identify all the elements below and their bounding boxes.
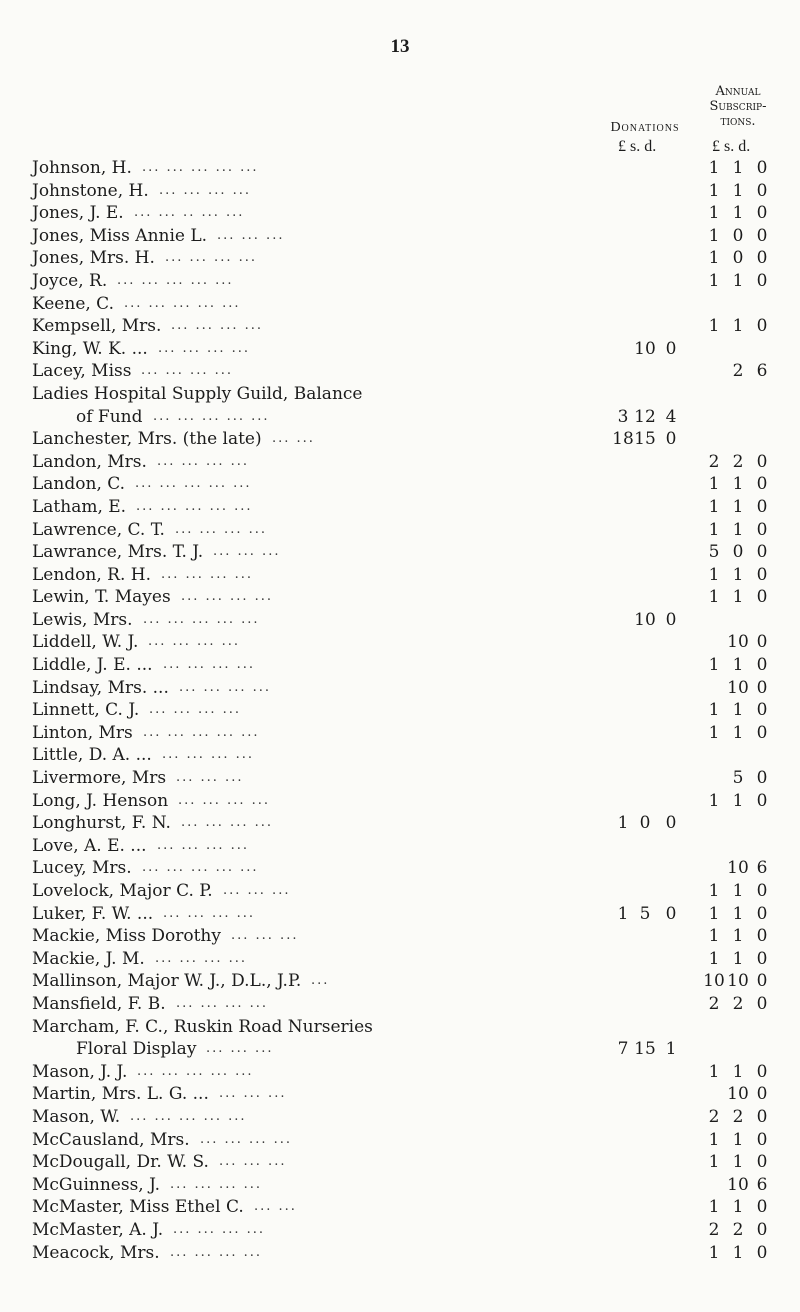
leader-dots: ... ... ... ... (200, 1131, 292, 1147)
annual-pence: 0 (756, 451, 768, 472)
leader-dots: ... ... .. ... ... (134, 205, 245, 221)
donation-pence: 0 (665, 429, 677, 450)
table-row (0, 564, 800, 587)
subscriber-name: Lendon, R. H. (32, 564, 152, 585)
table-row (0, 1196, 800, 1219)
annual-shillings: 1 (732, 587, 744, 608)
table-row (0, 338, 800, 361)
table-row (0, 722, 800, 745)
subscriber-name: King, W. K. ... (32, 338, 148, 359)
leader-dots: ... ... ... ... (157, 837, 249, 853)
annual-pence: 0 (756, 655, 768, 676)
leader-dots: ... ... ... ... (163, 905, 255, 921)
annual-units: £ s. d. (712, 138, 751, 155)
donation-pounds: 3 (617, 406, 629, 427)
leader-dots: ... ... (272, 431, 315, 447)
donations-units: £ s. d. (618, 138, 657, 155)
annual-pence: 0 (756, 1242, 768, 1263)
annual-pence: 0 (756, 790, 768, 811)
subscriber-name: Meacock, Mrs. (32, 1242, 160, 1263)
table-row (0, 654, 800, 677)
table-row (0, 948, 800, 971)
subscriber-name: of Fund (76, 406, 143, 427)
annual-shillings: 0 (732, 248, 744, 269)
subscriber-name: Long, J. Henson (32, 790, 169, 811)
annual-header-line1: Annual (715, 84, 761, 99)
subscriber-name: Mansfield, F. B. (32, 993, 166, 1014)
table-row (0, 1151, 800, 1174)
subscriber-name: Linton, Mrs (32, 722, 133, 743)
annual-pounds: 1 (708, 248, 720, 269)
subscriber-name: Lucey, Mrs. (32, 858, 132, 879)
subscriber-name: Longhurst, F. N. (32, 813, 171, 834)
annual-pounds: 1 (708, 496, 720, 517)
table-row (0, 767, 800, 790)
annual-pounds: 1 (708, 790, 720, 811)
annual-pounds: 1 (708, 225, 720, 246)
table-row (0, 519, 800, 542)
annual-pounds: 1 (708, 1152, 720, 1173)
table-row (0, 744, 800, 767)
subscriber-name: Lindsay, Mrs. ... (32, 677, 169, 698)
annual-pounds: 1 (708, 948, 720, 969)
table-row (0, 541, 800, 564)
annual-pence: 0 (756, 1084, 768, 1105)
leader-dots: ... ... ... (219, 1086, 287, 1102)
annual-shillings: 1 (732, 564, 744, 585)
annual-pence: 0 (756, 948, 768, 969)
annual-shillings: 10 (727, 1084, 749, 1105)
annual-shillings: 10 (727, 971, 749, 992)
donation-pounds: 1 (617, 813, 629, 834)
table-row (0, 699, 800, 722)
table-row (0, 925, 800, 948)
annual-pence: 0 (756, 881, 768, 901)
subscriber-name: Johnstone, H. (32, 180, 149, 201)
annual-pounds: 5 (708, 542, 720, 563)
table-row (0, 270, 800, 293)
annual-pounds: 1 (708, 1061, 720, 1082)
annual-shillings: 1 (732, 903, 744, 924)
leader-dots: ... ... ... ... (159, 182, 251, 198)
annual-pence: 0 (756, 993, 768, 1014)
table-row (0, 1083, 800, 1106)
donation-shillings: 15 (634, 1039, 656, 1060)
subscriber-name: Floral Display (76, 1039, 197, 1060)
annual-pence: 0 (756, 1197, 768, 1218)
annual-shillings: 1 (732, 474, 744, 495)
annual-shillings: 1 (732, 1242, 744, 1263)
leader-dots: ... ... ... (176, 770, 244, 786)
subscriber-name: Lewis, Mrs. (32, 609, 133, 630)
table-row (0, 993, 800, 1016)
leader-dots: ... ... ... (206, 1041, 274, 1057)
donation-pence: 0 (665, 903, 677, 924)
annual-pounds: 1 (708, 926, 720, 947)
annual-shillings: 0 (732, 225, 744, 246)
leader-dots: ... ... ... ... ... (124, 295, 241, 311)
annual-shillings: 2 (732, 451, 744, 472)
table-row (0, 1038, 800, 1061)
subscriber-name: McMaster, A. J. (32, 1219, 164, 1240)
leader-dots: ... ... ... ... ... (130, 1108, 247, 1124)
table-row (0, 586, 800, 609)
leader-dots: ... ... ... ... (181, 815, 273, 831)
donation-pounds: 7 (617, 1039, 629, 1060)
annual-pence: 0 (756, 587, 768, 608)
subscriber-name: Mackie, Miss Dorothy (32, 926, 221, 947)
table-row (0, 1061, 800, 1084)
leader-dots: ... ... ... ... ... (143, 724, 260, 740)
subscriber-name: Linnett, C. J. (32, 700, 140, 721)
subscriber-name: Liddle, J. E. ... (32, 655, 153, 676)
annual-shillings: 1 (732, 519, 744, 540)
annual-shillings: 1 (732, 203, 744, 224)
leader-dots: ... ... ... (219, 1154, 287, 1170)
annual-shillings: 10 (727, 1174, 749, 1195)
annual-shillings: 1 (732, 655, 744, 676)
table-row (0, 496, 800, 519)
annual-shillings: 2 (732, 993, 744, 1014)
annual-shillings: 1 (732, 926, 744, 947)
annual-pence: 0 (756, 474, 768, 495)
table-row (0, 293, 800, 316)
donation-shillings: 10 (634, 338, 656, 359)
annual-pence: 6 (756, 1174, 768, 1195)
annual-shillings: 1 (732, 158, 744, 178)
annual-pence: 0 (756, 971, 768, 992)
leader-dots: ... ... ... ... ... (135, 476, 252, 492)
table-row (0, 383, 800, 406)
table-row (0, 812, 800, 835)
annual-pence: 0 (756, 1152, 768, 1173)
annual-pounds: 1 (708, 203, 720, 224)
donation-shillings: 10 (634, 609, 656, 630)
leader-dots: ... ... ... (213, 544, 281, 560)
annual-header-line3: tions. (720, 114, 756, 129)
annual-pence: 0 (756, 203, 768, 224)
annual-pence: 0 (756, 180, 768, 201)
subscriber-name: Lovelock, Major C. P. (32, 881, 213, 901)
annual-pounds: 1 (708, 270, 720, 291)
leader-dots: ... ... ... ... (163, 657, 255, 673)
subscriber-name: McGuinness, J. (32, 1174, 161, 1195)
annual-shillings: 1 (732, 700, 744, 721)
subscriber-name: McCausland, Mrs. (32, 1129, 190, 1150)
table-row (0, 880, 800, 903)
leader-dots: ... ... ... ... (176, 995, 268, 1011)
annual-pence: 0 (756, 564, 768, 585)
annual-shillings: 2 (732, 1219, 744, 1240)
table-row (0, 1016, 800, 1039)
subscriber-name: Lawrance, Mrs. T. J. (32, 542, 204, 563)
subscriber-name: Little, D. A. ... (32, 745, 152, 766)
annual-shillings: 10 (727, 632, 749, 653)
subscriber-name: McDougall, Dr. W. S. (32, 1152, 209, 1173)
table-row (0, 315, 800, 338)
leader-dots: ... ... ... ... (149, 702, 241, 718)
leader-dots: ... ... ... ... (161, 566, 253, 582)
annual-shillings: 1 (732, 948, 744, 969)
leader-dots: ... ... ... ... ... (142, 160, 259, 175)
donation-pence: 0 (665, 338, 677, 359)
annual-shillings: 10 (727, 858, 749, 879)
subscriber-name: Johnson, H. (32, 158, 132, 178)
table-row (0, 202, 800, 225)
annual-pounds: 1 (708, 1242, 720, 1263)
subscriber-name: Ladies Hospital Supply Guild, Balance (32, 383, 363, 404)
annual-shillings: 1 (732, 1061, 744, 1082)
leader-dots: ... ... ... ... (171, 318, 263, 334)
subscriber-name: Jones, Mrs. H. (32, 248, 155, 269)
table-row (0, 1242, 800, 1265)
leader-dots: ... ... ... ... ... (137, 1063, 254, 1079)
leader-dots: ... ... ... ... (141, 363, 233, 379)
subscriber-name: Lewin, T. Mayes (32, 587, 171, 608)
donation-pounds: 1 (617, 903, 629, 924)
leader-dots: ... ... (254, 1199, 297, 1215)
annual-pence: 0 (756, 700, 768, 721)
leader-dots: ... ... ... (223, 883, 291, 898)
annual-pence: 0 (756, 519, 768, 540)
leader-dots: ... ... ... ... (178, 792, 270, 808)
table-row (0, 677, 800, 700)
subscriber-name: Mackie, J. M. (32, 948, 145, 969)
subscriber-name: Mason, W. (32, 1106, 121, 1127)
table-row (0, 835, 800, 858)
annual-pence: 0 (756, 926, 768, 947)
table-row (0, 1129, 800, 1152)
donation-pence: 1 (665, 1039, 677, 1060)
annual-shillings: 1 (732, 496, 744, 517)
subscriber-name: Latham, E. (32, 496, 127, 517)
annual-pounds: 1 (708, 700, 720, 721)
leader-dots: ... ... ... ... (158, 340, 250, 356)
subscriber-name: McMaster, Miss Ethel C. (32, 1197, 244, 1218)
annual-shillings: 2 (732, 361, 744, 382)
leader-dots: ... ... ... ... (170, 1244, 262, 1260)
table-row (0, 790, 800, 813)
leader-dots: ... ... ... (231, 928, 299, 944)
annual-pence: 0 (756, 1219, 768, 1240)
table-row (0, 180, 800, 203)
annual-pounds: 1 (708, 180, 720, 201)
subscriber-name: Kempsell, Mrs. (32, 316, 162, 337)
table-row (0, 1174, 800, 1197)
annual-pence: 0 (756, 903, 768, 924)
annual-pounds: 1 (708, 564, 720, 585)
table-row (0, 631, 800, 654)
table-row (0, 451, 800, 474)
leader-dots: ... ... ... ... (179, 679, 271, 695)
annual-pounds: 1 (708, 1197, 720, 1218)
annual-pence: 0 (756, 496, 768, 517)
donation-shillings: 15 (634, 429, 656, 450)
leader-dots: ... ... ... ... (170, 1176, 262, 1192)
leader-dots: ... ... ... ... (181, 589, 273, 605)
annual-pence: 0 (756, 1061, 768, 1082)
leader-dots: ... ... ... ... ... (117, 272, 234, 288)
table-row (0, 903, 800, 926)
leader-dots: ... ... ... ... (175, 521, 267, 537)
annual-pounds: 1 (708, 519, 720, 540)
leader-dots: ... ... ... ... (173, 1221, 265, 1237)
annual-pounds: 1 (708, 881, 720, 901)
table-row (0, 360, 800, 383)
annual-pence: 0 (756, 1129, 768, 1150)
annual-shillings: 1 (732, 270, 744, 291)
annual-pence: 0 (756, 542, 768, 563)
subscriber-name: Martin, Mrs. L. G. ... (32, 1084, 209, 1105)
subscriber-name: Marcham, F. C., Ruskin Road Nurseries (32, 1016, 373, 1037)
leader-dots: ... ... ... ... ... (143, 611, 260, 627)
annual-pence: 0 (756, 248, 768, 269)
annual-shillings: 1 (732, 722, 744, 743)
annual-pence: 0 (756, 1106, 768, 1127)
annual-shillings: 10 (727, 677, 749, 698)
leader-dots: ... ... ... (217, 227, 285, 243)
subscriber-name: Jones, J. E. (32, 203, 124, 224)
subscriber-name: Keene, C. (32, 293, 114, 314)
annual-pence: 0 (756, 270, 768, 291)
page-number: 13 (390, 36, 410, 57)
donation-shillings: 0 (639, 813, 651, 834)
subscriber-name: Lacey, Miss (32, 361, 132, 382)
subscriber-name: Lawrence, C. T. (32, 519, 165, 540)
annual-shillings: 0 (732, 542, 744, 563)
subscriber-name: Landon, C. (32, 474, 126, 495)
annual-pence: 0 (756, 677, 768, 698)
annual-shillings: 1 (732, 316, 744, 337)
annual-pounds: 2 (708, 1106, 720, 1127)
annual-pence: 0 (756, 722, 768, 743)
annual-pence: 6 (756, 361, 768, 382)
table-row (0, 1219, 800, 1242)
subscriber-name: Jones, Miss Annie L. (32, 225, 208, 246)
annual-shillings: 1 (732, 790, 744, 811)
annual-shillings: 1 (732, 881, 744, 901)
subscriber-name: Mallinson, Major W. J., D.L., J.P. (32, 971, 302, 992)
table-row (0, 857, 800, 880)
table-row (0, 473, 800, 496)
table-row (0, 428, 800, 451)
annual-pounds: 1 (708, 722, 720, 743)
leader-dots: ... ... ... ... ... (153, 408, 270, 424)
subscriber-name: Lanchester, Mrs. (the late) (32, 429, 262, 450)
annual-shillings: 1 (732, 1152, 744, 1173)
table-row (0, 406, 800, 429)
annual-shillings: 5 (732, 768, 744, 789)
annual-pence: 6 (756, 858, 768, 879)
subscriber-name: Mason, J. J. (32, 1061, 128, 1082)
subscriber-name: Liddell, W. J. (32, 632, 139, 653)
subscriber-list (0, 157, 800, 1264)
annual-pence: 0 (756, 316, 768, 337)
donation-pence: 0 (665, 609, 677, 630)
leader-dots: ... ... ... ... (165, 250, 257, 266)
donation-shillings: 12 (634, 406, 656, 427)
annual-pence: 0 (756, 158, 768, 178)
annual-pounds: 1 (708, 1129, 720, 1150)
leader-dots: ... ... ... ... (155, 950, 247, 966)
table-row (0, 1106, 800, 1129)
annual-pounds: 1 (708, 316, 720, 337)
leader-dots: ... ... ... ... ... (142, 860, 259, 876)
annual-header-line2: Subscrip- (709, 99, 767, 114)
annual-pounds: 1 (708, 903, 720, 924)
subscriber-name: Joyce, R. (32, 270, 108, 291)
annual-pounds: 10 (703, 971, 725, 992)
annual-shillings: 2 (732, 1106, 744, 1127)
table-row (0, 225, 800, 248)
subscriber-name: Livermore, Mrs (32, 768, 167, 789)
annual-subscriptions-header (688, 84, 788, 129)
subscriber-name: Luker, F. W. ... (32, 903, 154, 924)
table-row (0, 157, 800, 180)
annual-pounds: 2 (708, 993, 720, 1014)
annual-shillings: 1 (732, 1129, 744, 1150)
subscriber-name: Landon, Mrs. (32, 451, 147, 472)
donation-shillings: 5 (639, 903, 651, 924)
table-row (0, 609, 800, 632)
table-row (0, 970, 800, 993)
annual-pounds: 2 (708, 1219, 720, 1240)
annual-pounds: 2 (708, 451, 720, 472)
subscriber-name: Love, A. E. ... (32, 835, 147, 856)
leader-dots: ... ... ... ... (162, 747, 254, 763)
donation-pence: 4 (665, 406, 677, 427)
annual-pence: 0 (756, 225, 768, 246)
leader-dots: ... (311, 973, 330, 989)
annual-pounds: 1 (708, 587, 720, 608)
annual-pence: 0 (756, 768, 768, 789)
annual-shillings: 1 (732, 180, 744, 201)
leader-dots: ... ... ... ... ... (136, 498, 253, 514)
donations-header: Donations (610, 120, 680, 135)
annual-pounds: 1 (708, 158, 720, 178)
leader-dots: ... ... ... ... (148, 634, 240, 650)
leader-dots: ... ... ... ... (157, 453, 249, 469)
annual-pounds: 1 (708, 655, 720, 676)
donation-pounds: 18 (612, 429, 634, 450)
annual-shillings: 1 (732, 1197, 744, 1218)
annual-pence: 0 (756, 632, 768, 653)
annual-pounds: 1 (708, 474, 720, 495)
table-row (0, 247, 800, 270)
donation-pence: 0 (665, 813, 677, 834)
